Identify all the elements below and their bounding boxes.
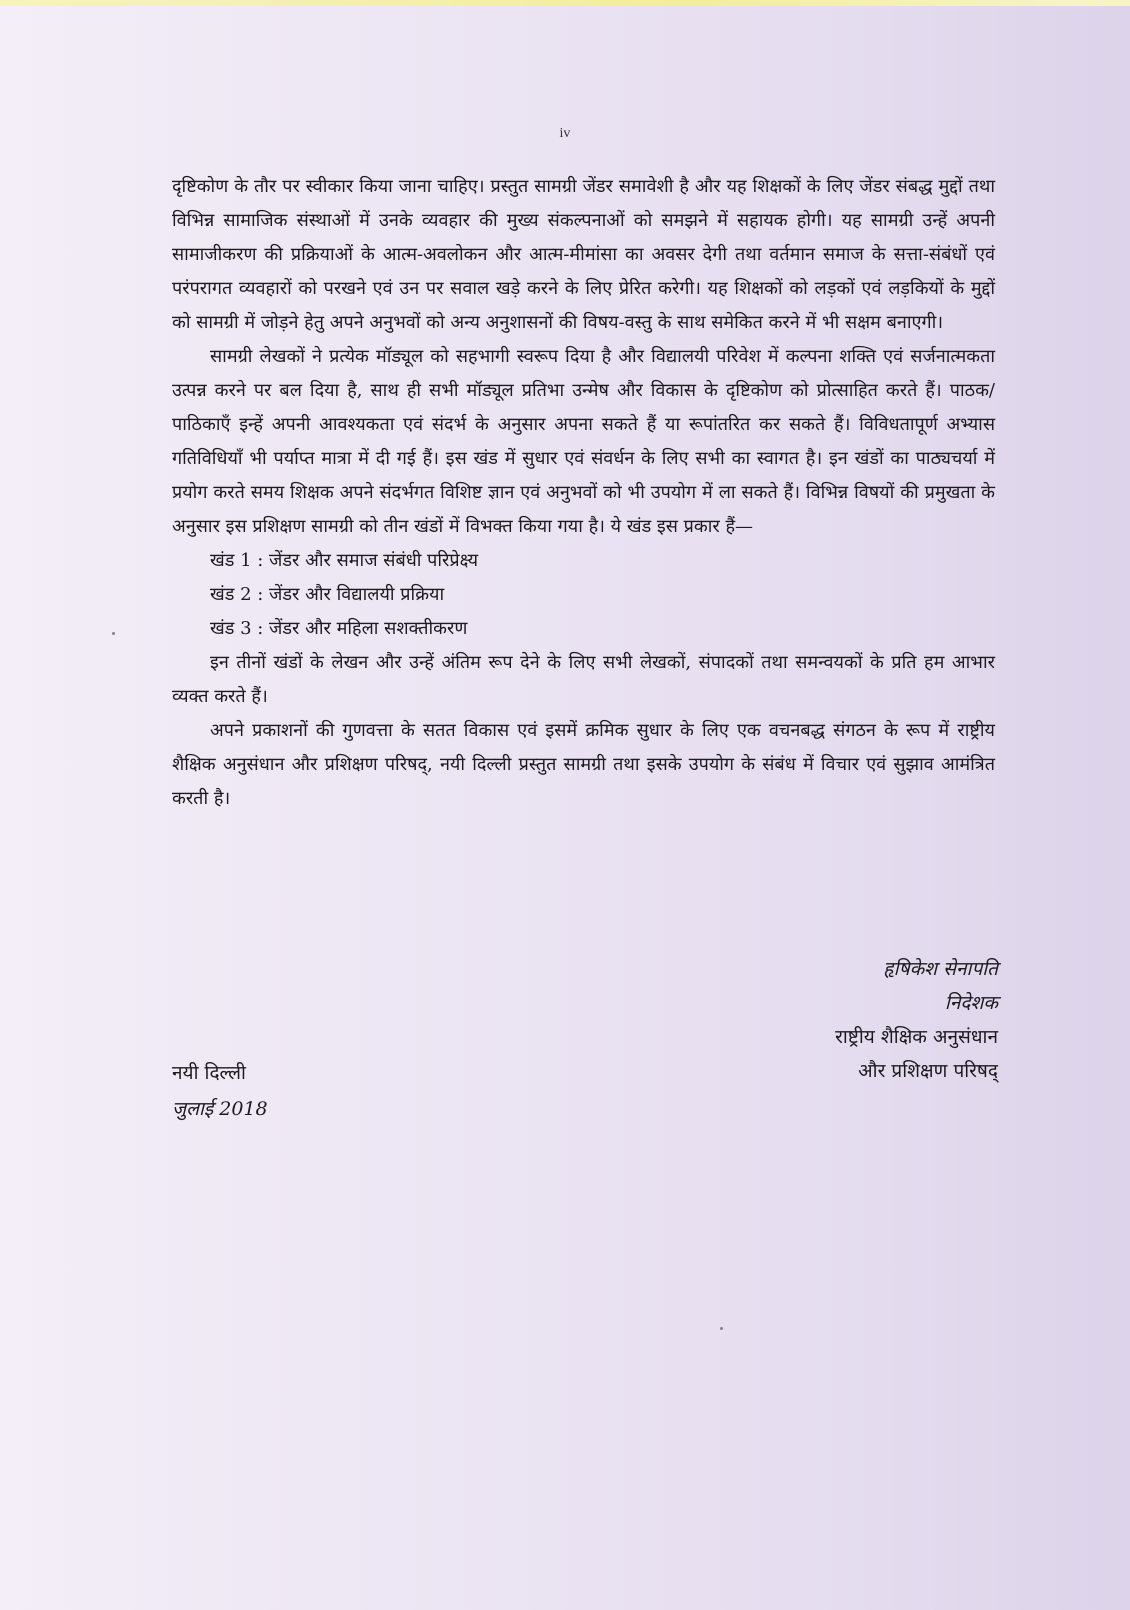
scan-speck	[720, 1327, 723, 1330]
sections-list	[172, 544, 995, 646]
section-item-2: खंड 2 : जेंडर और विद्यालयी प्रक्रिया	[210, 584, 445, 605]
section-item-1: खंड 1 : जेंडर और समाज संबंधी परिप्रेक्ष्य	[210, 550, 479, 571]
scan-speck	[112, 632, 115, 635]
date: जुलाई 2018	[172, 1098, 268, 1120]
page-number: iv	[559, 126, 571, 141]
paragraph-intro-continued: दृष्टिकोण के तौर पर स्वीकार किया जाना चाहिए। प्रस्तुत सामग्री जेंडर समावेशी है और यह शिक्षकों के लिए जेंडर संबद्ध मुद्दों तथा विभिन्न सामाजिक संस्थाओं में उनके व्यवहार की मुख्य संकल्पनाओं को समझने में सहायक होगी। यह सामग्री उन्हें अपनी सामाजीकरण की प्रक्रियाओं के आत्म-अवलोकन और आत्म-मीमांसा का अवसर देगी तथा वर्तमान समाज के सत्ता-संबंधों एवं परंपरागत व्यवहारों को परखने एवं उन पर सवाल खड़े करने के लिए प्रेरित करेगी। यह शिक्षकों को लड़कों एवं लड़कियों के मुद्दों को सामग्री में जोड़ने हेतु अपने अनुभवों को अन्य अनुशासनों की विषय-वस्तु के साथ समेकित करने में भी सक्षम बनाएगी।	[172, 176, 995, 333]
paragraph-modules: सामग्री लेखकों ने प्रत्येक मॉड्यूल को सहभागी स्वरूप दिया है और विद्यालयी परिवेश में कल्पना शक्ति एवं सर्जनात्मकता उत्पन्न करने पर बल दिया है, साथ ही सभी मॉड्यूल प्रतिभा उन्मेष और विकास के दृष्टिकोण को प्रोत्साहित करते हैं। पाठक/पाठिकाएँ इन्हें अपनी आवश्यकता एवं संदर्भ के अनुसार अपना सकते हैं या रूपांतरित कर सकते हैं। विविधतापूर्ण अभ्यास गतिविधियाँ भी पर्याप्त मात्रा में दी गई हैं। इस खंड में सुधार एवं संवर्धन के लिए सभी का स्वागत है। इन खंडों का पाठ्यचर्या में प्रयोग करते समय शिक्षक अपने संदर्भगत विशिष्ट ज्ञान एवं अनुभवों को भी उपयोग में ला सकते हैं। विभिन्न विषयों की प्रमुखता के अनुसार इस प्रशिक्षण सामग्री को तीन खंडों में विभक्त किया गया है। ये खंड इस प्रकार हैं—	[172, 346, 995, 537]
organization-line-1: राष्ट्रीय शैक्षिक अनुसंधान	[835, 1026, 998, 1048]
place-date-block	[172, 1055, 472, 1127]
paragraph-acknowledgement: इन तीनों खंडों के लेखन और उन्हें अंतिम रूप देने के लिए सभी लेखकों, संपादकों तथा समन्वयकों के प्रति हम आभार व्यक्त करते हैं।	[172, 652, 995, 707]
place: नयी दिल्ली	[172, 1062, 246, 1084]
section-item-3: खंड 3 : जेंडर और महिला सशक्तीकरण	[210, 618, 468, 639]
body-text	[172, 170, 995, 816]
paragraph-invitation: अपने प्रकाशनों की गुणवत्ता के सतत विकास एवं इसमें क्रमिक सुधार के लिए एक वचनबद्ध संगठन के रूप में राष्ट्रीय शैक्षिक अनुसंधान और प्रशिक्षण परिषद्, नयी दिल्ली प्रस्तुत सामग्री तथा इसके उपयोग के संबंध में विचार एवं सुझाव आमंत्रित करती है।	[172, 720, 995, 809]
organization-line-2: और प्रशिक्षण परिषद्	[858, 1060, 998, 1082]
signatory-designation: निदेशक	[944, 992, 998, 1014]
signature-block	[598, 952, 998, 1088]
page-top-edge	[0, 0, 1130, 6]
signatory-name: हृषिकेश सेनापति	[883, 958, 998, 980]
